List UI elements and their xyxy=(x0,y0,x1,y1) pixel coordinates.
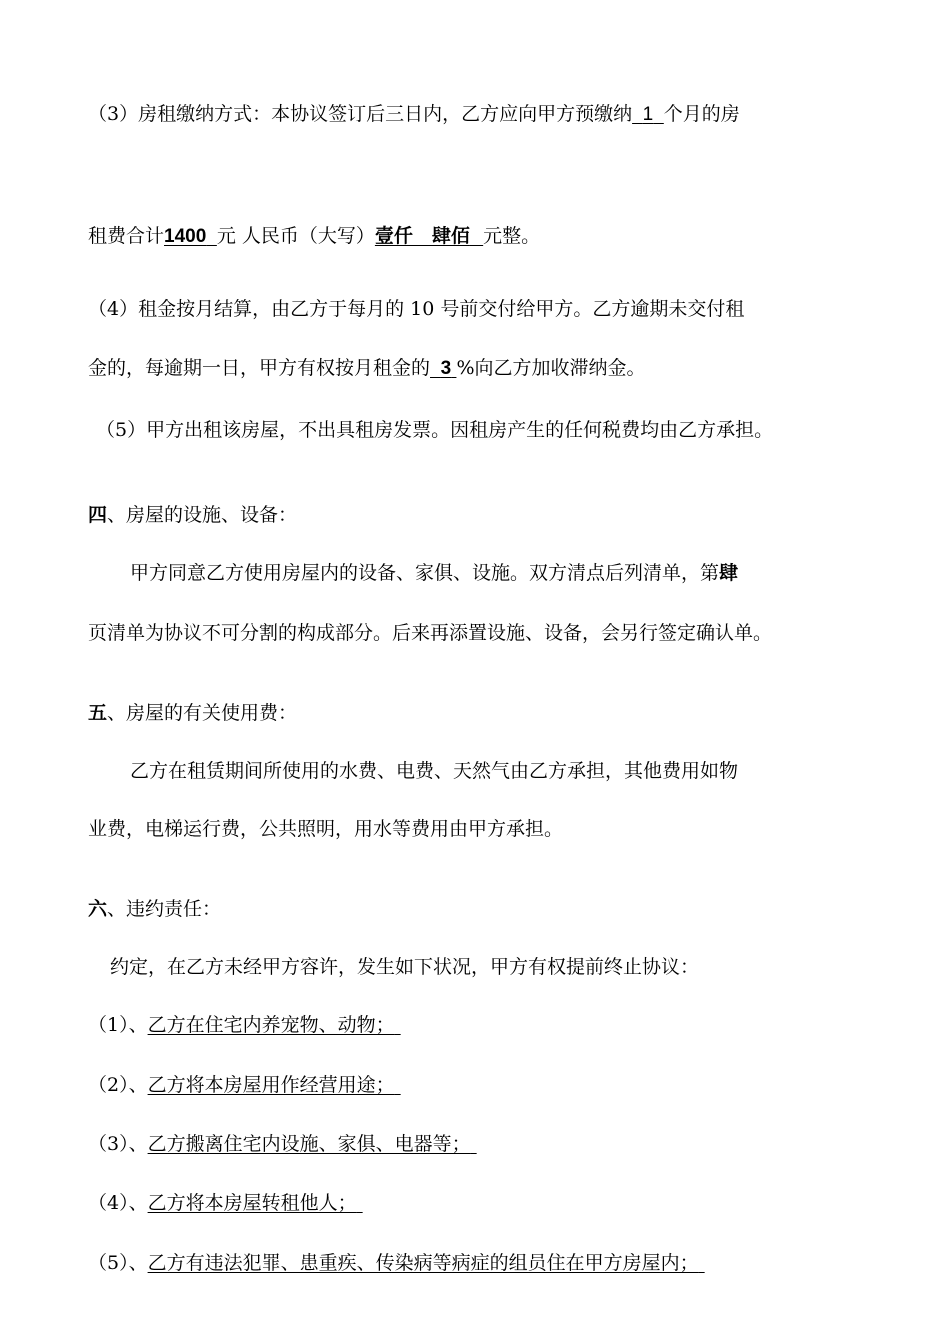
text: 租费合计 xyxy=(88,225,165,247)
text: 元整。 xyxy=(483,225,541,247)
rent-amount: 1400 xyxy=(164,226,207,247)
item-text: 乙方将本房屋用作经营用途； xyxy=(147,1074,395,1096)
section-title: 、房屋的设施、设备： xyxy=(107,504,298,526)
breach-item xyxy=(88,1012,401,1038)
section-4-line-2: 页清单为协议不可分割的构成部分。后来再添置设施、设备，会另行签定确认单。 xyxy=(88,622,773,644)
clause-4-line-1: （4）租金按月结算，由乙方于每月的 10 号前交付给甲方。乙方逾期未交付租 xyxy=(88,298,745,320)
item-number: （2）、 xyxy=(88,1074,148,1096)
section-5-line-1: 乙方在租赁期间所使用的水费、电费、天然气由乙方承担，其他费用如物 xyxy=(130,760,739,782)
item-text: 乙方将本房屋转租他人； xyxy=(147,1192,357,1214)
section-number: 四 xyxy=(88,504,108,526)
months-prepaid: 1 xyxy=(642,104,654,125)
item-number: （5）、 xyxy=(88,1252,148,1274)
section-5-heading xyxy=(88,700,297,726)
item-text: 乙方有违法犯罪、患重疾、传染病等病症的组员住在甲方房屋内； xyxy=(147,1252,699,1274)
text: （3）房租缴纳方式：本协议签订后三日内，乙方应向甲方预缴纳 xyxy=(88,103,633,125)
text: 元 人民币（大写） xyxy=(216,225,375,247)
breach-item xyxy=(88,1250,705,1276)
breach-item xyxy=(88,1131,477,1157)
item-number: （1）、 xyxy=(88,1014,148,1036)
text: %向乙方加收滞纳金。 xyxy=(456,357,646,379)
section-number: 六 xyxy=(88,898,108,920)
page-count: 肆 xyxy=(719,562,739,584)
clause-5-line: （5）甲方出租该房屋，不出具租房发票。因租房产生的任何税费均由乙方承担。 xyxy=(96,419,774,441)
item-text: 乙方搬离住宅内设施、家俱、电器等； xyxy=(147,1133,471,1155)
rent-amount-words: 壹仟 肆佰 xyxy=(374,225,470,247)
section-4-line-1 xyxy=(130,560,738,586)
section-number: 五 xyxy=(88,702,108,724)
breach-item xyxy=(88,1072,401,1098)
clause-4-line-2 xyxy=(88,355,646,382)
text: 个月的房 xyxy=(663,103,740,125)
late-fee-rate: 3 xyxy=(440,358,452,379)
item-number: （4）、 xyxy=(88,1192,148,1214)
item-number: （3）、 xyxy=(88,1133,148,1155)
section-5-line-2: 业费，电梯运行费，公共照明，用水等费用由甲方承担。 xyxy=(88,818,564,840)
clause-3-line-2 xyxy=(88,223,540,250)
section-6-heading xyxy=(88,896,221,922)
text: 金的，每逾期一日，甲方有权按月租金的 xyxy=(88,357,431,379)
section-4-heading xyxy=(88,502,297,528)
section-title: 、违约责任： xyxy=(107,898,222,920)
clause-3-line-1 xyxy=(88,101,740,128)
section-6-intro: 约定，在乙方未经甲方容许，发生如下状况，甲方有权提前终止协议： xyxy=(110,956,700,978)
text: 甲方同意乙方使用房屋内的设备、家俱、设施。双方清点后列清单，第 xyxy=(130,562,720,584)
section-title: 、房屋的有关使用费： xyxy=(107,702,298,724)
item-text: 乙方在住宅内养宠物、动物； xyxy=(147,1014,395,1036)
breach-item xyxy=(88,1190,363,1216)
